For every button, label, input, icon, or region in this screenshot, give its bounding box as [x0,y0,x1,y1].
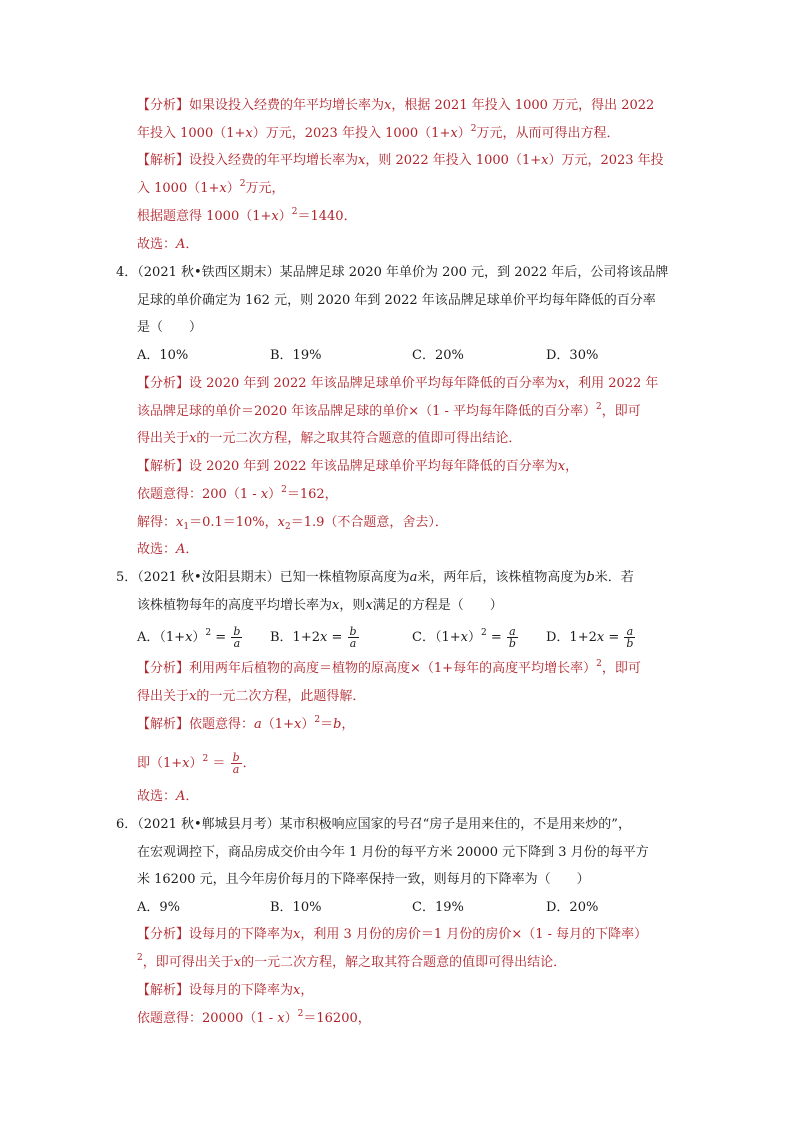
q5-stem-line-1: 5．（2021 秋•汝阳县期末）已知一株植物原高度为a米，两年后，该株植物高度为b米．若 [116,570,634,585]
solution-tag: 【解析】 [137,717,190,732]
q4-option-b[interactable]: B．19% [270,348,322,363]
q4-stem-line-3: 是（ ） [137,320,203,335]
q6-analysis-line-1: 【分析】设每月的下降率为x，利用 3 月份的房价＝1 月份的房价×（1 - 每月的下降率） [137,927,648,942]
q4-roots: 解得：$x_1=0.1=10\%$，$x_2=1.9$（不合题意，舍去）． [137,515,448,532]
q4-option-a[interactable]: A．10% [137,348,189,363]
q5-solution-line-1: 【解析】依题意得：$a(1+x)^2=b$， [137,715,355,732]
q6-analysis-line-2: $^2$，即可得出关于x的一元二次方程，解之取其符合题意的值即可得出结论． [137,953,567,970]
q6-option-b[interactable]: B．10% [270,900,322,915]
q3-solution-line-2: 入 $1000(1+x)^2$万元， [137,179,285,196]
solution-tag: 【解析】 [137,153,190,168]
q4-stem-line-2: 足球的单价确定为 162 元，则 2020 年到 2022 年该品牌足球单价平均每年降低的百分率 [137,293,656,308]
q3-solution-line-1: 【解析】设投入经费的年平均增长率为x，则 2022 年投入 1000（1+x）万元，2023 年投 [137,153,664,168]
q6-stem-line-3: 米 16200 元，且今年房价每月的下降率保持一致，则每月的下降率为（ ） [137,872,590,887]
q3-answer: 故选：A． [137,237,199,252]
q3-analysis-line-1: 【分析】如果设投入经费的年平均增长率为x，根据 2021 年投入 1000 万元，得出 2022 [137,98,655,113]
analysis-tag: 【分析】 [137,98,190,113]
q3-equation: 根据题意得 $1000(1+x)^2=1440$． [137,207,357,224]
fraction-b-over-a: $\frac{b}{a}$ [349,625,357,650]
q4-answer: 故选：A． [137,542,199,557]
q4-equation: 依题意得：200（1 - x）$^2$＝162， [137,485,338,502]
q6-stem-line-2: 在宏观调控下，商品房成交价由今年 1 月份的每平方米 20000 元下降到 3 月份的每平方 [137,845,649,860]
q6-equation: 依题意得：20000（1 - x）$^2$＝16200， [137,1009,371,1026]
q5-option-a[interactable]: A．$(1+x)^2$ = $\frac{b}{a}$ [137,625,241,650]
q4-solution-line-1: 【解析】设 2020 年到 2022 年该品牌足球单价平均每年降低的百分率为x， [137,459,579,474]
fraction-b-over-a: $\frac{b}{a}$ [232,751,240,776]
q6-option-d[interactable]: D．20% [546,900,599,915]
q5-option-c[interactable]: C．$(1+x)^2$ = $\frac{a}{b}$ [412,625,516,650]
solution-tag: 【解析】 [137,459,190,474]
q4-analysis-line-3: 得出关于x的一元二次方程，解之取其符合题意的值即可得出结论． [137,431,522,446]
q5-analysis-line-2: 得出关于x的一元二次方程，此题得解． [137,689,366,704]
q6-option-c[interactable]: C．19% [412,900,464,915]
q3-analysis-line-2: 年投入 1000（1+x）万元，2023 年投入 $1000(1+x)^2$万元，从而可得出方程． [137,124,620,141]
q5-analysis-line-1: 【分析】利用两年后植物的高度＝植物的原高度×（1+每年的高度平均增长率）$^2$，即可 [137,659,641,676]
analysis-tag: 【分析】 [137,661,190,676]
analysis-tag: 【分析】 [137,927,190,942]
q5-stem-line-2: 该株植物每年的高度平均增长率为x，则x满足的方程是（ ） [137,598,503,613]
q6-stem-line-1: 6．（2021 秋•郸城县月考）某市积极响应国家的号召“房子是用来住的，不是用来炒的”， [116,817,631,832]
q4-analysis-line-2: 该品牌足球的单价＝2020 年该品牌足球的单价×（1 - 平均每年降低的百分率）$^2$，即可 [137,402,641,419]
analysis-tag: 【分析】 [137,376,190,391]
fraction-a-over-b: $\frac{a}{b}$ [626,625,634,650]
q4-stem-line-1: 4．（2021 秋•铁西区期末）某品牌足球 2020 年单价为 200 元，到 2022 年后，公司将该品牌 [116,265,669,280]
fraction-a-over-b: $\frac{a}{b}$ [508,625,516,650]
q5-answer: 故选：A． [137,789,199,804]
q6-option-a[interactable]: A．9% [137,900,181,915]
q5-solution-line-2: 即$(1+x)^2$ ＝ $\frac{b}{a}$ ． [137,751,256,776]
q4-analysis-line-1: 【分析】设 2020 年到 2022 年该品牌足球单价平均每年降低的百分率为x，利用 2022 年 [137,376,659,391]
q4-option-d[interactable]: D．30% [546,348,599,363]
q6-solution-line-1: 【解析】设每月的下降率为x， [137,983,314,998]
q5-option-b[interactable]: B．1+2x = $\frac{b}{a}$ [270,625,357,650]
solution-tag: 【解析】 [137,983,190,998]
q4-option-c[interactable]: C．20% [412,348,464,363]
fraction-b-over-a: $\frac{b}{a}$ [233,625,241,650]
q5-option-d[interactable]: D．1+2x = $\frac{a}{b}$ [546,625,634,650]
